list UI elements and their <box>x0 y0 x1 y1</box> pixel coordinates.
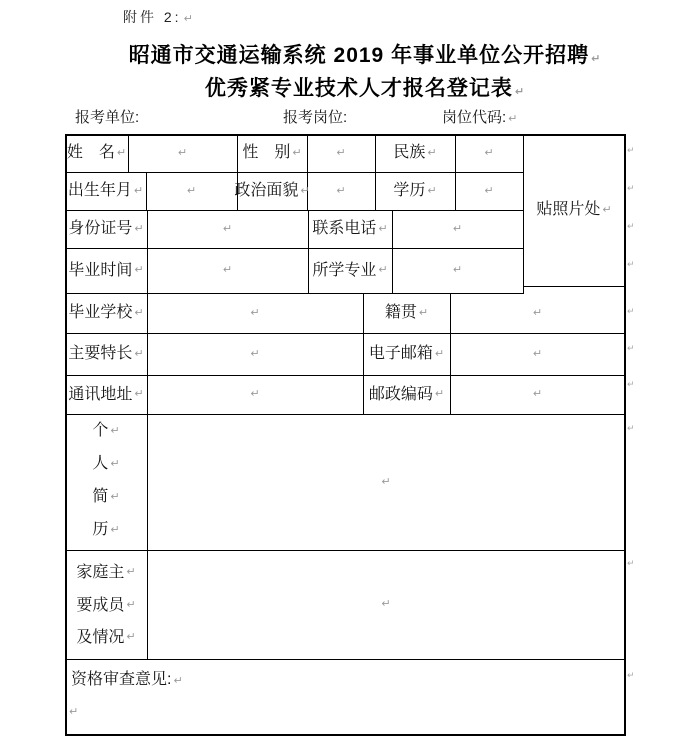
school-label-cell: 毕业学校 ↵ <box>68 304 144 321</box>
review-empty-line <box>69 702 78 720</box>
paragraph-mark-icon: ↵ <box>434 388 445 400</box>
specialty-value-cell <box>147 333 363 375</box>
paragraph-mark-icon: ↵ <box>292 146 302 159</box>
major-value-cell <box>392 248 523 293</box>
row-end-mark-icon: ↵ <box>627 183 635 193</box>
paragraph-mark-icon: ↵ <box>514 86 526 98</box>
paragraph-mark-icon: ↵ <box>110 457 120 470</box>
paragraph-mark-icon: ↵ <box>134 347 144 360</box>
row-end-mark-icon: ↵ <box>627 379 635 389</box>
resume-value-cell <box>147 414 625 550</box>
birth-value-cell <box>146 172 237 210</box>
postal-code-value-cell <box>450 375 625 414</box>
family-label-line: 及情况 ↵ <box>76 628 136 646</box>
school-value-cell <box>147 293 363 333</box>
paragraph-mark-icon: ↵ <box>110 523 120 536</box>
paragraph-mark-icon: ↵ <box>69 706 79 718</box>
row-end-mark-icon: ↵ <box>627 221 635 231</box>
paragraph-mark-icon: ↵ <box>336 184 346 197</box>
specialty-label-cell: 主要特长 ↵ <box>68 345 144 362</box>
paragraph-mark-icon: ↵ <box>300 184 310 197</box>
row-end-mark-icon: ↵ <box>627 423 635 433</box>
grad-time-label-cell: 毕业时间 ↵ <box>68 261 144 279</box>
paragraph-mark-icon: ↵ <box>381 475 391 488</box>
email-label-cell: 电子邮箱 ↵ <box>368 345 445 362</box>
paragraph-mark-icon: ↵ <box>183 13 196 25</box>
resume-label-line: 历 ↵ <box>92 521 120 538</box>
political-value-cell <box>307 172 375 210</box>
post-code-label: 岗位代码: ↵ <box>442 109 518 126</box>
form-title-line2: 优秀紧专业技术人才报名登记表 ↵ <box>204 77 526 100</box>
native-place-value-cell <box>450 293 625 333</box>
paragraph-mark-icon: ↵ <box>110 490 120 503</box>
paragraph-mark-icon: ↵ <box>134 306 144 319</box>
birth-label-cell: 出生年月 ↵ <box>67 182 144 199</box>
paragraph-mark-icon: ↵ <box>126 599 136 611</box>
family-label-line: 要成员 ↵ <box>76 596 136 614</box>
paragraph-mark-icon: ↵ <box>222 264 233 276</box>
paragraph-mark-icon: ↵ <box>126 631 136 643</box>
education-label-cell: 学历 ↵ <box>393 182 437 199</box>
paragraph-mark-icon: ↵ <box>508 113 518 125</box>
grid-line-h <box>65 734 626 736</box>
paragraph-mark-icon: ↵ <box>378 222 388 235</box>
apply-post-label: 报考岗位: <box>283 109 348 126</box>
paragraph-mark-icon: ↵ <box>452 264 463 276</box>
paragraph-mark-icon: ↵ <box>222 222 233 235</box>
paragraph-mark-icon: ↵ <box>452 222 463 235</box>
family-label-line: 家庭主 ↵ <box>76 563 136 581</box>
paragraph-mark-icon: ↵ <box>116 146 127 159</box>
paragraph-mark-icon: ↵ <box>484 184 494 197</box>
resume-label-line: 个 ↵ <box>92 422 120 439</box>
paragraph-mark-icon: ↵ <box>134 264 144 276</box>
row-end-mark-icon: ↵ <box>627 558 635 568</box>
address-value-cell <box>147 375 363 414</box>
paragraph-mark-icon: ↵ <box>418 306 429 319</box>
paragraph-mark-icon: ↵ <box>434 347 445 360</box>
paragraph-mark-icon: ↵ <box>532 347 543 360</box>
paragraph-mark-icon: ↵ <box>173 675 183 687</box>
major-label-cell: 所学专业 ↵ <box>312 261 388 279</box>
phone-value-cell <box>392 210 523 248</box>
review-label: 资格审查意见: ↵ <box>71 671 183 688</box>
attachment-label: 附件 2: ↵ <box>123 9 196 25</box>
paragraph-mark-icon: ↵ <box>602 203 612 216</box>
photo-area-cell: 贴照片处 ↵ <box>536 201 612 218</box>
grad-time-value-cell <box>147 248 308 293</box>
row-end-mark-icon: ↵ <box>627 145 635 155</box>
paragraph-mark-icon: ↵ <box>186 184 197 197</box>
grid-line-h <box>66 659 624 660</box>
paragraph-mark-icon: ↵ <box>110 424 120 437</box>
paragraph-mark-icon: ↵ <box>484 146 494 159</box>
row-end-mark-icon: ↵ <box>627 670 635 680</box>
family-value-cell <box>147 550 625 659</box>
native-place-label-cell: 籍贯 ↵ <box>384 304 429 321</box>
paragraph-mark-icon: ↵ <box>250 347 260 360</box>
phone-label-cell: 联系电话 ↵ <box>312 220 388 237</box>
paragraph-mark-icon: ↵ <box>134 388 144 400</box>
paragraph-mark-icon: ↵ <box>336 146 346 159</box>
paragraph-mark-icon: ↵ <box>250 388 260 400</box>
paragraph-mark-icon: ↵ <box>381 598 391 610</box>
ethnicity-label-cell: 民族 ↵ <box>393 144 437 161</box>
paragraph-mark-icon: ↵ <box>133 184 144 197</box>
resume-label-line: 人 ↵ <box>92 455 120 472</box>
postal-code-label-cell: 邮政编码 ↵ <box>368 385 445 403</box>
education-value-cell <box>455 172 523 210</box>
paragraph-mark-icon: ↵ <box>427 146 437 159</box>
row-end-mark-icon: ↵ <box>627 343 635 353</box>
email-value-cell <box>450 333 625 375</box>
gender-label-cell: 性 别 ↵ <box>242 144 302 161</box>
paragraph-mark-icon: ↵ <box>532 388 543 400</box>
gender-value-cell <box>307 134 375 172</box>
row-end-mark-icon: ↵ <box>627 306 635 316</box>
row-end-mark-icon: ↵ <box>627 259 635 269</box>
resume-label-line: 简 ↵ <box>92 488 120 505</box>
paragraph-mark-icon: ↵ <box>126 566 136 578</box>
id-number-label-cell: 身份证号 ↵ <box>68 220 144 237</box>
grid-line-h <box>523 286 624 287</box>
paragraph-mark-icon: ↵ <box>591 53 602 65</box>
form-title-line1: 昭通市交通运输系统 2019 年事业单位公开招聘 ↵ <box>128 44 602 67</box>
political-label-cell: 政治面貌 ↵ <box>234 182 310 199</box>
paragraph-mark-icon: ↵ <box>250 306 260 319</box>
paragraph-mark-icon: ↵ <box>427 184 437 197</box>
id-number-value-cell <box>147 210 308 248</box>
name-label-cell: 姓 名 ↵ <box>66 144 127 161</box>
paragraph-mark-icon: ↵ <box>177 146 188 159</box>
paragraph-mark-icon: ↵ <box>378 264 388 276</box>
name-value-cell <box>128 134 237 172</box>
ethnicity-value-cell <box>455 134 523 172</box>
apply-unit-label: 报考单位: <box>75 109 140 126</box>
address-label-cell: 通讯地址 ↵ <box>68 385 144 403</box>
paragraph-mark-icon: ↵ <box>134 222 144 235</box>
paragraph-mark-icon: ↵ <box>532 306 543 319</box>
